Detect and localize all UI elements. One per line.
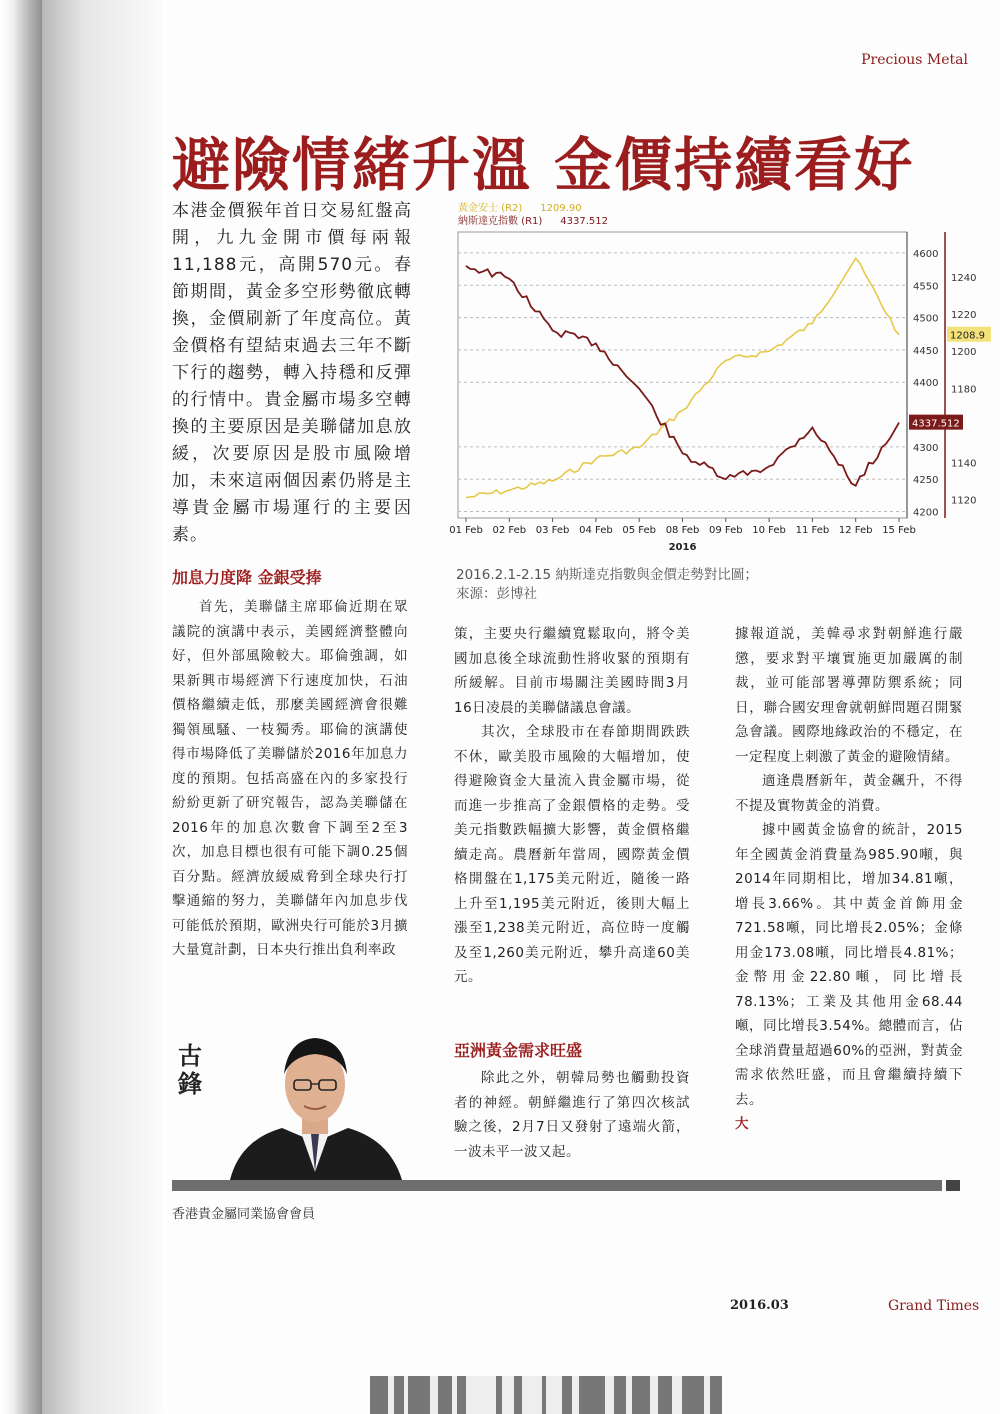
x-tick-label: 12 Feb [838,525,873,536]
scan-artifact-strip [370,1376,910,1414]
gold-price-line [466,259,899,498]
x-tick-label: 03 Feb [535,525,570,536]
scan-stripe [394,1376,404,1414]
author-affiliation: 香港貴金屬同業協會會員 [172,1207,316,1222]
author-photo [220,1022,410,1180]
x-tick-label: 05 Feb [622,525,657,536]
col3-paragraph-3: 據中國黃金協會的統計，2015年全國黃金消費量為985.90噸，與2014年同期相比，增加34.81噸，增長3.66%。其中黃金首飾用金721.58噸，同比增長2.05%；金條用金173.08噸，同比增長4.81%；金幣用金22.80噸，同比增長78.13%；工業及其他用金68.44噸，同比增長3.54%。總體而言，佔全球消費量超過60%的亞洲，對黃金需求依然旺盛，而且會繼續持續下去。 [735,822,963,1108]
r1-tick-label: 4300 [913,442,939,454]
x-tick-label: 15 Feb [882,525,916,536]
heading-rate-hike: 加息力度降 金銀受捧 [172,568,322,587]
nasdaq-value-tag-text: 4337.512 [912,418,960,430]
legend-gold: 黃金安士 (R2) [458,203,523,214]
r2-tick-label: 1200 [951,347,977,359]
r2-tick-label: 1140 [951,458,977,470]
end-mark: 大 [735,1116,749,1132]
scan-stripe [546,1376,562,1414]
scan-stripe [572,1376,579,1414]
scan-stripe [562,1376,572,1414]
column-1 [172,595,408,963]
scan-stripe [457,1376,466,1414]
gold-value-tag-text: 1208.9 [950,330,985,342]
x-tick-label: 02 Feb [492,525,527,536]
scan-stripe [408,1376,430,1414]
gold-nasdaq-chart [449,200,985,560]
legend-nasdaq-value: 4337.512 [560,216,609,227]
x-tick-label: 01 Feb [449,525,483,536]
r1-tick-label: 4400 [913,378,939,390]
r1-tick-label: 4600 [913,248,939,260]
scan-stripe [672,1376,682,1414]
article-title: 避險情緒升溫 金價持續看好 [172,131,915,199]
scan-stripe [605,1376,614,1414]
scan-stripe [466,1376,496,1414]
r1-tick-label: 4500 [913,313,939,325]
r2-tick-label: 1240 [951,273,977,285]
scan-stripe [614,1376,626,1414]
legend-gold-value: 1209.90 [540,203,582,214]
lead-paragraph: 本港金價猴年首日交易紅盤高開，九九金開市價每兩報11,188元，高開570元。春節期間，黃金多空形勢徹底轉換，金價刷新了年度高位。黃金價格有望結束過去三年不斷下行的趨勢，轉入持穩和反彈的行情中。貴金屬市場多空轉換的主要原因是美聯儲加息放緩，次要原因是股市風險增加，未來這兩個因素仍將是主導貴金屬市場運行的主要因素。 [172,201,412,545]
scan-stripe [502,1376,514,1414]
nasdaq-line [466,266,899,486]
scan-stripe [522,1376,542,1414]
x-axis-label: 2016 [668,542,697,553]
r1-tick-label: 4200 [913,507,939,519]
col2-paragraph-3: 除此之外，朝韓局勢也觸動投資者的神經。朝鮮繼進行了第四次核試驗之後，2月7日又發射了遠端火箭，一波未平一波又起。 [454,1070,690,1160]
issue-number: 2016.03 [730,1298,789,1313]
legend-nasdaq: 納斯達克指數 (R1) [458,216,543,227]
column-3 [735,622,963,1137]
footer-bar [172,1180,942,1191]
caption-line-1: 2016.2.1-2.15 納斯達克指數與金價走勢對比圖； [456,567,758,583]
page-curl [42,0,162,1414]
r2-tick-label: 1220 [951,310,977,322]
column-2-bottom [454,1066,690,1164]
heading-asia-demand: 亞洲黃金需求旺盛 [454,1041,583,1060]
magazine-name: Grand Times [888,1298,980,1314]
x-tick-label: 10 Feb [752,525,786,536]
scan-stripe [632,1376,650,1414]
plot-frame [458,232,907,518]
x-tick-label: 04 Feb [579,525,613,536]
footer-bar-end [946,1180,960,1191]
scan-stripe [579,1376,605,1414]
r2-tick-label: 1120 [951,495,977,507]
column-2 [454,622,690,990]
x-tick-label: 11 Feb [795,525,830,536]
scan-stripe [430,1376,438,1414]
r1-tick-label: 4250 [913,475,939,487]
col1-paragraph: 首先，美聯儲主席耶倫近期在眾議院的演講中表示，美國經濟整體向好，但外部風險較大。耶倫強調，如果新興市場經濟下行速度加快，石油價格繼續走低，那麼美國經濟會很難獨領風騷、一枝獨秀。耶倫的演講使得市場降低了美聯儲於2016年加息力度的預期。包括高盛在內的多家投行紛紛更新了研究報告，認為美聯儲在2016年的加息次數會下調至2至3次，加息目標也很有可能下調0.25個百分點。經濟放緩威脅到全球央行打擊通縮的努力，美聯儲年內加息步伐可能低於預期，歐洲央行可能於3月擴大量寬計劃，日本央行推出負利率政 [172,599,408,958]
section-label: Precious Metal [861,52,968,68]
chart-caption [456,566,816,604]
chart-svg [449,200,985,560]
col3-paragraph-2: 適逢農曆新年，黃金飆升，不得不提及實物黃金的消費。 [735,773,963,814]
scan-stripe [370,1376,388,1414]
x-tick-label: 08 Feb [665,525,700,536]
r1-tick-label: 4550 [913,281,939,293]
scan-stripe [514,1376,522,1414]
page-spine-shadow [0,0,42,1414]
col2-paragraph-1: 策，主要央行繼續寬鬆取向，將令美國加息後全球流動性將收緊的預期有所緩解。目前市場關注美國時間3月16日凌晨的美聯儲議息會議。 [454,626,690,716]
col3-paragraph-1: 據報道説，美韓尋求對朝鮮進行嚴懲，要求對平壤實施更加嚴厲的制裁，並可能部署導彈防禦系統；同日，聯合國安理會就朝鮮問題召開緊急會議。國際地緣政治的不穩定，在一定程度上刺激了黃金的避險情緒。 [735,626,963,765]
scan-stripe [650,1376,658,1414]
caption-line-2: 來源：彭博社 [456,586,537,602]
scan-stripe [682,1376,704,1414]
x-tick-label: 09 Feb [708,525,743,536]
author-name: 古鋒 [178,1042,202,1098]
scan-stripe [658,1376,672,1414]
scan-stripe [710,1376,722,1414]
r1-tick-label: 4450 [913,345,939,357]
r2-tick-label: 1180 [951,384,977,396]
scan-stripe [438,1376,452,1414]
col2-paragraph-2: 其次，全球股市在春節期間跌跌不休，歐美股市風險的大幅增加，使得避險資金大量流入貴金屬市場，從而進一步推高了金銀價格的走勢。受美元指數跌幅擴大影響，黃金價格繼續走高。農曆新年當周，國際黃金價格開盤在1,175美元附近，隨後一路上升至1,195美元附近，後則大幅上漲至1,238美元附近，高位時一度觸及至1,260美元附近，攀升高達60美元。 [454,724,690,985]
